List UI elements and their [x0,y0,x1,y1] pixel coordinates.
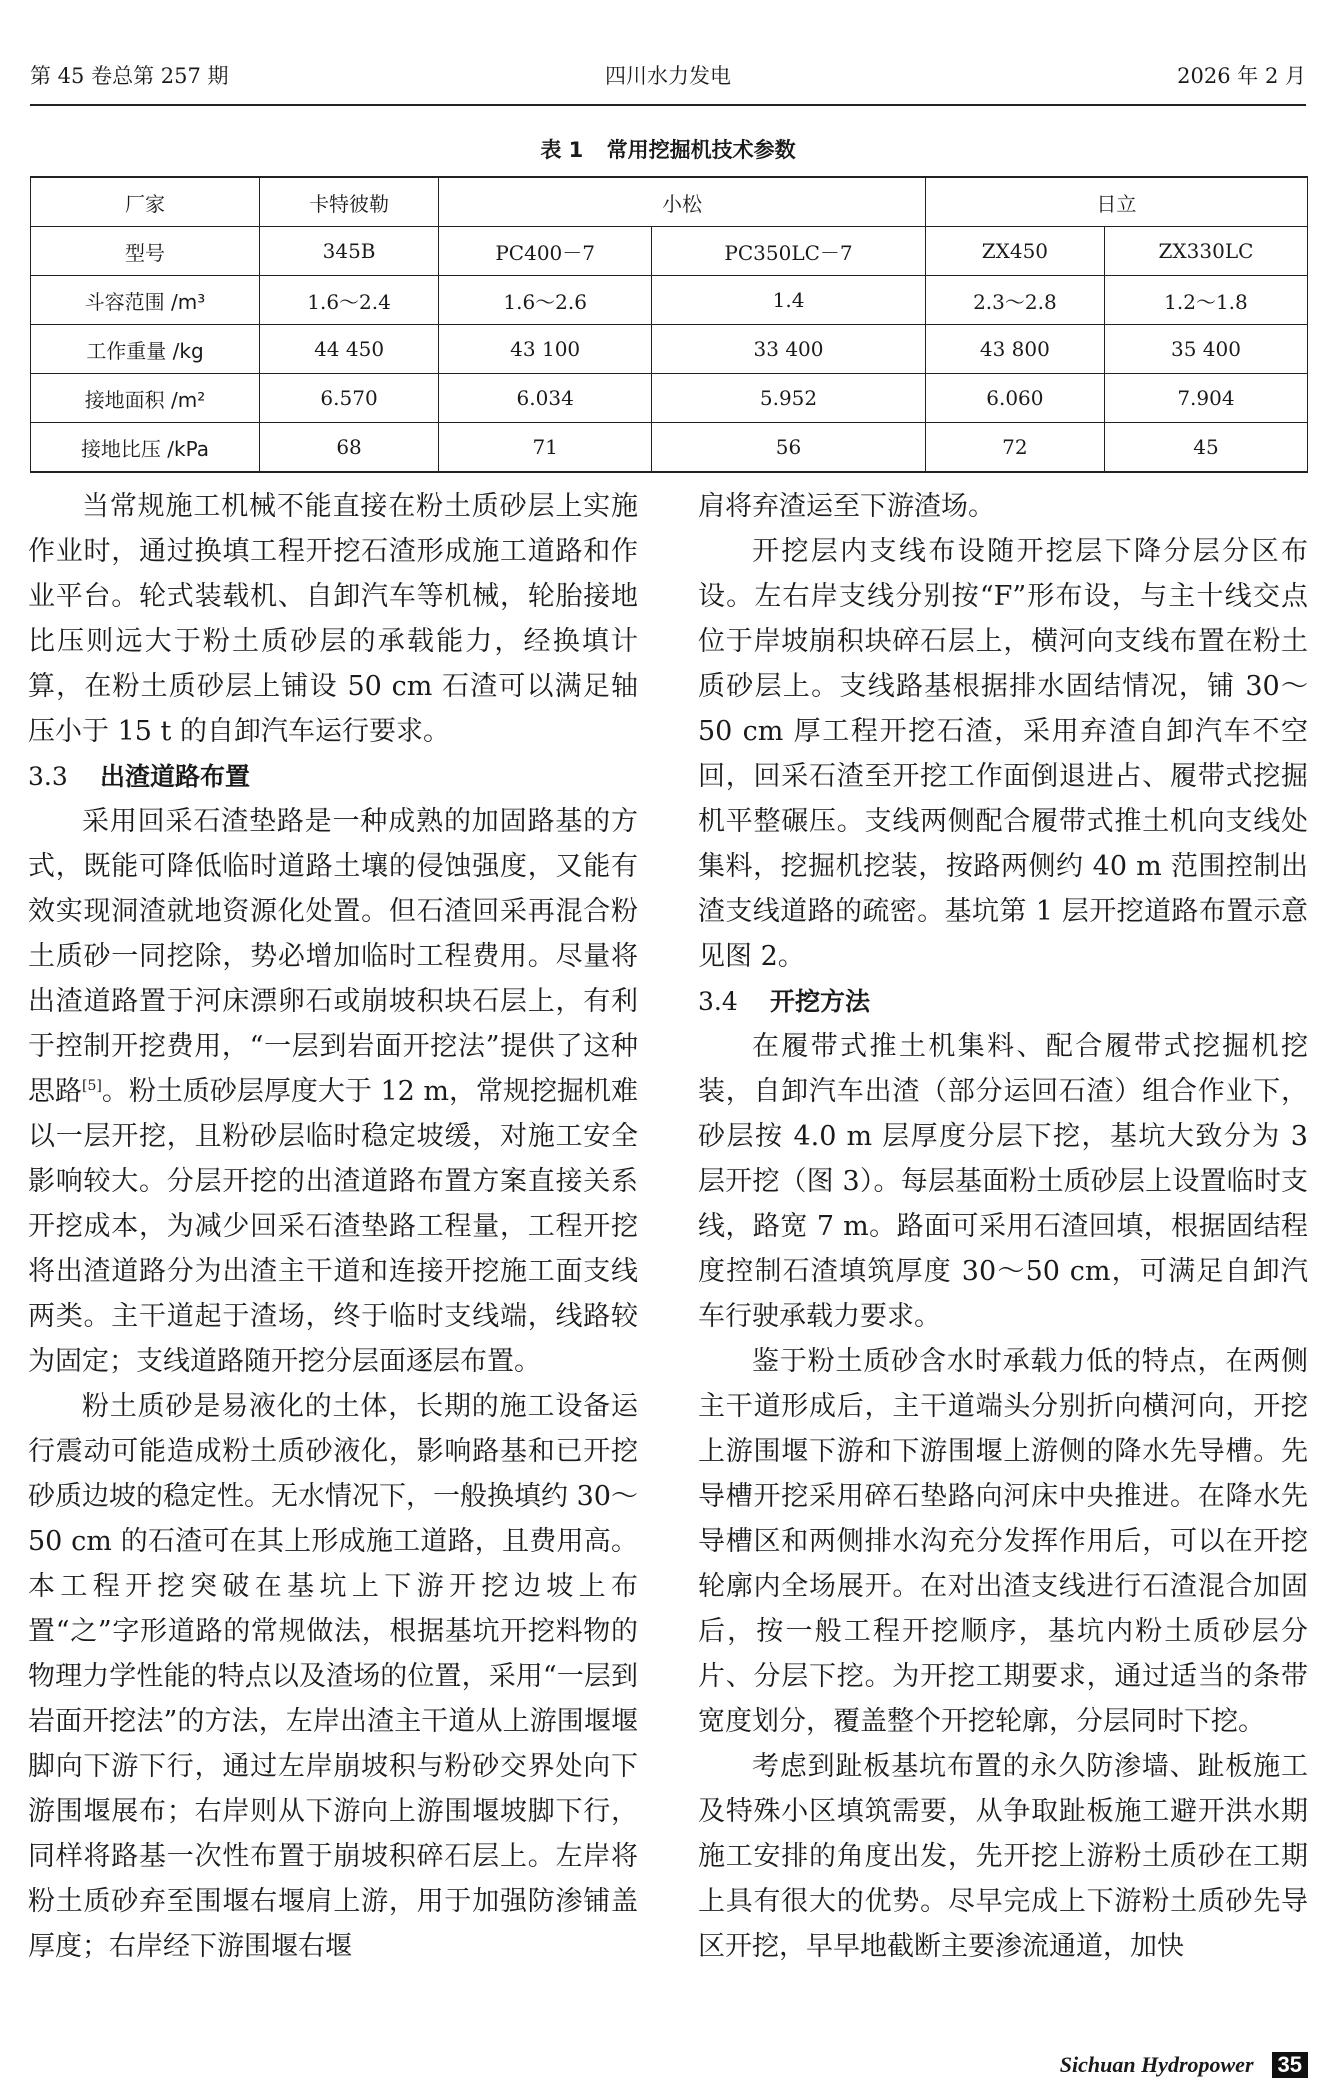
table-cell: 33 400 [652,325,926,374]
table-cell: 45 [1104,423,1307,473]
table-cell: 44 450 [260,325,439,374]
table-cell: 1.4 [652,276,926,325]
citation-ref: [5] [82,1078,102,1094]
table-cell: 6.060 [925,374,1104,423]
paragraph: 粉土质砂是易液化的土体，长期的施工设备运行震动可能造成粉土质砂液化，影响路基和已开挖砂质边坡的稳定性。无水情况下，一般换填约 30～50 cm 的石渣可在其上形成施工道路，且费用高。本工程开挖突破在基坑上下游开挖边坡上布置“之”字形道路的常规做法，根据基坑开挖料物的物理力学性能的特点以及渣场的位置，采用“一层到岩面开挖法”的方法，左岸出渣主干道从上游围堰堰脚向下游下行，通过左岸崩坡积与粉砂交界处向下游围堰展布；右岸则从下游向上游围堰坡脚下行，同样将路基一次性布置于崩坡积碎石层上。左岸将粉土质砂弃至围堰右堰肩上游，用于加强防渗铺盖厚度；右岸经下游围堰右堰 [28,1391,638,1962]
table-row [31,325,1308,374]
table-cell: 5.952 [652,374,926,423]
table-cell: 1.6～2.6 [439,276,652,325]
left-column [28,484,638,1969]
table-cell: 6.034 [439,374,652,423]
paragraph: 开挖层内支线布设随开挖层下降分层分区布设。左右岸支线分别按“F”形布设，与主十线交点位于岸坡崩积块碎石层上，横河向支线布置在粉土质砂层上。支线路基根据排水固结情况，铺 30～50 cm 厚工程开挖石渣，采用弃渣自卸汽车不空回，回采石渣至开挖工作面倒退进占、履带式挖掘机平整碾压。支线两侧配合履带式推土机向支线处集料，挖掘机挖装，按路两侧约 40 m 范围控制出渣支线道路的疏密。基坑第 1 层开挖道路布置示意见图 2。 [698,536,1308,972]
row-label: 工作重量 /kg [31,325,260,374]
model-cell: PC400－7 [439,227,652,276]
header-journal: 四川水力发电 [605,64,731,88]
model-header: 型号 [31,227,260,276]
section-heading-3-3 [28,754,638,799]
paragraph: 考虑到趾板基坑布置的永久防渗墙、趾板施工及特殊小区填筑需要，从争取趾板施工避开洪水期施工安排的角度出发，先开挖上游粉土质砂在工期上具有很大的优势。尽早完成上下游粉土质砂先导区开挖，早早地截断主要渗流通道，加快 [698,1751,1308,1962]
row-label: 接地比压 /kPa [31,423,260,473]
paragraph [28,799,638,1384]
maker-cell: 小松 [439,177,926,227]
maker-header: 厂家 [31,177,260,227]
paragraph-text: 。粉土质砂层厚度大于 12 m，常规挖掘机难以一层开挖，且粉砂层临时稳定坡缓，对施工安全影响较大。分层开挖的出渣道路布置方案直接关系开挖成本，为减少回采石渣垫路工程量，工程开挖将出渣道路分为出渣主干道和连接开挖施工面支线两类。主干道起于渣场，终于临时支线端，线路较为固定；支线道路随开挖分层面逐层布置。 [28,1076,639,1377]
table-cell: 71 [439,423,652,473]
page-number: 35 [1272,2052,1308,2078]
running-header [30,60,1306,100]
maker-cell: 卡特彼勒 [260,177,439,227]
model-cell: PC350LC－7 [652,227,926,276]
table-cell: 1.6～2.4 [260,276,439,325]
paragraph-text: 采用回采石渣垫路是一种成熟的加固路基的方式，既能可降低临时道路土壤的侵蚀强度，又能有效实现洞渣就地资源化处置。但石渣回采再混合粉土质砂一同挖除，势必增加临时工程费用。尽量将出渣道路置于河床漂卵石或崩坡积块石层上，有利于控制开挖费用，“一层到岩面开挖法”提供了这种思路 [28,806,638,1107]
table-cell: 43 800 [925,325,1104,374]
model-cell: 345B [260,227,439,276]
model-cell: ZX450 [925,227,1104,276]
header-rule [30,104,1306,106]
paragraph-continuation: 肩将弃渣运至下游渣场。 [698,491,995,522]
excavator-parameter-table [30,176,1308,473]
table-cell: 7.904 [1104,374,1307,423]
page-footer [1060,2052,1308,2078]
header-volume: 第 45 卷总第 257 期 [30,64,229,88]
paragraph: 鉴于粉土质砂含水时承载力低的特点，在两侧主干道形成后，主干道端头分别折向横河向，开挖上游围堰下游和下游围堰上游侧的降水先导槽。先导槽开挖采用碎石垫路向河床中央推进。在降水先导槽区和两侧排水沟充分发挥作用后，可以在开挖轮廓内全场展开。在对出渣支线进行石渣混合加固后，按一般工程开挖顺序，基坑内粉土质砂层分片、分层下挖。为开挖工期要求，通过适当的条带宽度划分，覆盖整个开挖轮廓，分层同时下挖。 [698,1346,1308,1737]
table-row [31,374,1308,423]
maker-cell: 日立 [925,177,1307,227]
table-cell: 56 [652,423,926,473]
table-cell: 72 [925,423,1104,473]
section-number: 3.4 [698,987,738,1016]
section-number: 3.3 [28,762,68,791]
table-cell: 6.570 [260,374,439,423]
table-row [31,276,1308,325]
table-row-model [31,227,1308,276]
section-title: 开挖方法 [770,987,871,1016]
row-label: 接地面积 /m² [31,374,260,423]
table-label: 表 1 [540,138,584,162]
table-title: 常用挖掘机技术参数 [606,138,796,162]
paragraph: 在履带式推土机集料、配合履带式挖掘机挖装，自卸汽车出渣（部分运回石渣）组合作业下，砂层按 4.0 m 层厚度分层下挖，基坑大致分为 3 层开挖（图 3）。每层基面粉土质砂层上设置临时支线，路宽 7 m。路面可采用石渣回填，根据固结程度控制石渣填筑厚度 30～50 cm，可满足自卸汽车行驶承载力要求。 [698,1031,1308,1332]
table-row-maker [31,177,1308,227]
footer-journal: Sichuan Hydropower [1059,2052,1254,2077]
right-column [698,484,1308,1969]
table-row [31,423,1308,473]
row-label: 斗容范围 /m³ [31,276,260,325]
section-heading-3-4 [698,979,1308,1024]
table-caption [0,134,1336,164]
table-cell: 35 400 [1104,325,1307,374]
model-cell: ZX330LC [1104,227,1307,276]
table-cell: 1.2～1.8 [1104,276,1307,325]
table-cell: 2.3～2.8 [925,276,1104,325]
paragraph: 当常规施工机械不能直接在粉土质砂层上实施作业时，通过换填工程开挖石渣形成施工道路和作业平台。轮式装载机、自卸汽车等机械，轮胎接地比压则远大于粉土质砂层的承载能力，经换填计算，在粉土质砂层上铺设 50 cm 石渣可以满足轴压小于 15 t 的自卸汽车运行要求。 [28,491,638,747]
table-cell: 43 100 [439,325,652,374]
header-date: 2026 年 2 月 [1177,64,1306,88]
section-title: 出渣道路布置 [100,762,251,791]
table-cell: 68 [260,423,439,473]
